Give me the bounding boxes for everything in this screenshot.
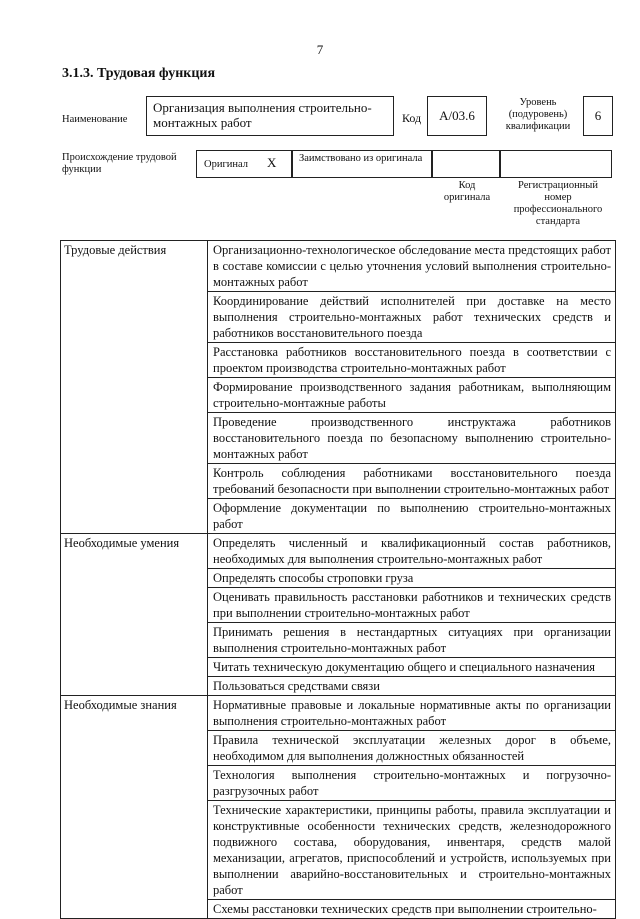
list-item: Пользоваться средствами связи [213,679,380,693]
list-item: Формирование производственного задания работникам, выполняющим строительно-монтажные работы [208,378,615,413]
original-mark: X [267,155,277,170]
list-item: Определять способы строповки груза [208,569,615,588]
table-row [61,241,616,534]
borrowed-cell [292,150,432,178]
page-number: 7 [316,42,324,57]
list-item: Контроль соблюдения работниками восстановительного поезда требований безопасности при выполнении строительно-монтажных работ [208,464,615,499]
list-item: Технические характеристики, принципы работы, правила эксплуатации и конструктивные особенности технических средств, железнодорожного подвижного состава, оборудования, инвентаря, средств малой механизации, агрегатов, приспособлений и устройств, используемых при выполнении аварийно-восстановительных и строительно-монтажных работ [208,801,615,900]
code-label: Код [402,111,422,125]
name-label: Наименование [62,114,128,125]
list-item: Оформление документации по выполнению строительно-монтажных работ [213,501,611,531]
list-item: Принимать решения в нестандартных ситуациях при организации выполнения строительно-монтажных работ [208,623,615,658]
table-row [61,534,616,696]
required-skills-list [208,534,616,696]
table-row [61,696,616,919]
required-knowledge-list [208,696,616,919]
list-item: Технология выполнения строительно-монтажных и погрузочно-разгрузочных работ [208,766,615,801]
labor-actions-title: Трудовые действия [61,241,208,534]
labor-actions-list [208,241,616,534]
required-knowledge-title: Необходимые знания [61,696,208,919]
original-code-cell [432,150,500,178]
function-table [60,240,616,919]
level-label: Уровень (подуровень) квалификации [505,97,571,132]
original-cell [196,150,292,178]
code-value-box: А/03.6 [427,96,487,136]
origin-label: Происхождение трудовой функции [62,152,177,175]
list-item: Правила технической эксплуатации железных дорог в объеме, необходимом для выполнения должностных обязанностей [208,731,615,766]
list-item: Определять численный и квалификационный состав работников, необходимых для выполнения строительно-монтажных работ [208,534,615,569]
list-item: Схемы расстановки технических средств при выполнении строительно- [213,902,597,916]
required-skills-title: Необходимые умения [61,534,208,696]
list-item: Координирование действий исполнителей при доставке на место выполнения строительно-монтажных работ технических средств и работников восстановительного поезда [208,292,615,343]
list-item: Читать техническую документацию общего и специального назначения [208,658,615,677]
list-item: Проведение производственного инструктажа работников восстановительного поезда по безопасному выполнению строительно-монтажных работ [208,413,615,464]
level-value-box: 6 [583,96,613,136]
list-item: Оценивать правильность расстановки работников и технических средств при выполнении строительно-монтажных работ [208,588,615,623]
original-label: Оригинал [204,159,248,170]
borrowed-label: Заимствовано из оригинала [299,153,423,164]
list-item: Расстановка работников восстановительного поезда в соответствии с проектом производства строительно-монтажных работ [208,343,615,378]
registration-number-cell [500,150,612,178]
list-item: Организационно-технологическое обследование места предстоящих работ в составе комиссии с целью уточнения условий выполнения строительно-монтажных работ [208,241,615,292]
registration-caption: Регистрационный номер профессионального стандарта [513,180,603,227]
section-title: 3.1.3. Трудовая функция [62,66,216,81]
list-item: Нормативные правовые и локальные нормативные акты по организации выполнения строительно-монтажных работ [208,696,615,731]
name-value-box: Организация выполнения строительно-монтажных работ [146,96,394,136]
code-caption: Код оригинала [443,180,491,203]
